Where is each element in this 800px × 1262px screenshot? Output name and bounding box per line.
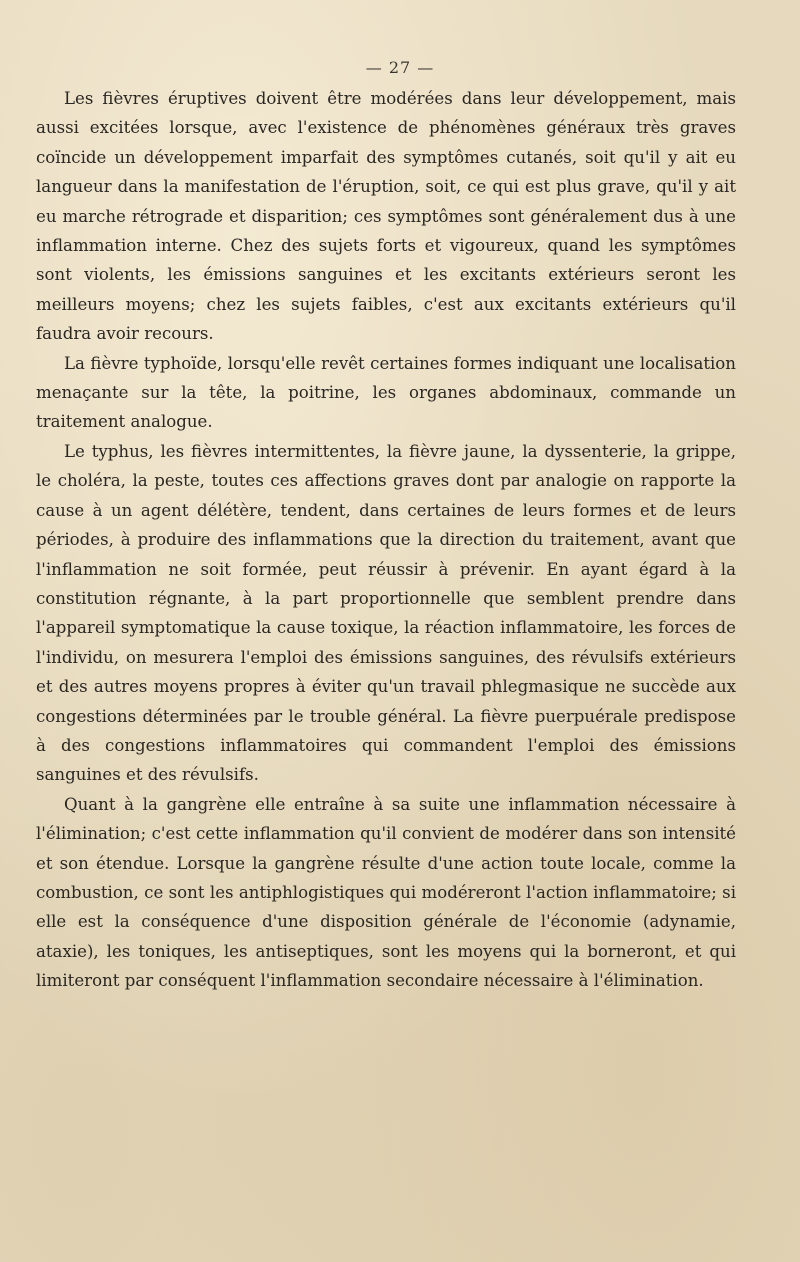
page-body [36,84,736,996]
page-number: — 27 — [365,58,435,77]
paragraph-eruptive-fevers: Les fièvres éruptives doivent être modérées dans leur développement, mais aussi excitées lorsque, avec l'existence de phénomènes généraux très graves coïncide un développement imparfait des symptômes cutanés, soit qu'il y ait eu langueur dans la manifestation de l'éruption, soit, ce qui est plus grave, qu'il y ait eu marche rétrograde et disparition; ces symptômes sont généralement dus à une inflammation interne. Chez des sujets forts et vigoureux, quand les symptômes sont violents, les émissions sanguines et les excitants extérieurs seront les meilleurs moyens; chez les sujets faibles, c'est aux excitants extérieurs qu'il faudra avoir recours. [36,89,736,344]
paragraph-typhoid-fever: La fièvre typhoïde, lorsqu'elle revêt certaines formes indiquant une localisation menaçante sur la tête, la poitrine, les organes abdominaux, commande un traitement analogue. [36,353,736,432]
paragraph-typhus-and-affections: Le typhus, les fièvres intermittentes, la fièvre jaune, la dyssenterie, la grippe, le choléra, la peste, toutes ces affections graves dont par analogie on rapporte la cause à un agent délétère, tendent, dans certaines de leurs formes et de leurs périodes, à produire des inflammations que la direction du traitement, avant que l'inflammation ne soit formée, peut réussir à prévenir. En ayant égard à la constitution régnante, à la part proportionnelle que semblent prendre dans l'appareil symptomatique la cause toxique, la réaction inflammatoire, les forces de l'individu, on mesurera l'emploi des émissions sanguines, des révulsifs extérieurs et des autres moyens propres à éviter qu'un travail phlegmasique ne succède aux congestions déterminées par le trouble général. La fièvre puerpuérale predispose à des congestions inflammatoires qui commandent l'emploi des émissions sanguines et des révulsifs. [36,441,736,785]
paragraph-gangrene: Quant à la gangrène elle entraîne à sa suite une inflammation nécessaire à l'élimination; c'est cette inflammation qu'il convient de modérer dans son intensité et son étendue. Lorsque la gangrène résulte d'une action toute locale, comme la combustion, ce sont les antiphlogistiques qui modéreront l'action inflammatoire; si elle est la conséquence d'une disposition générale de l'économie (adynamie, ataxie), les toniques, les antiseptiques, sont les moyens qui la borneront, et qui limiteront par conséquent l'inflammation secondaire nécessaire à l'élimination. [36,794,736,991]
